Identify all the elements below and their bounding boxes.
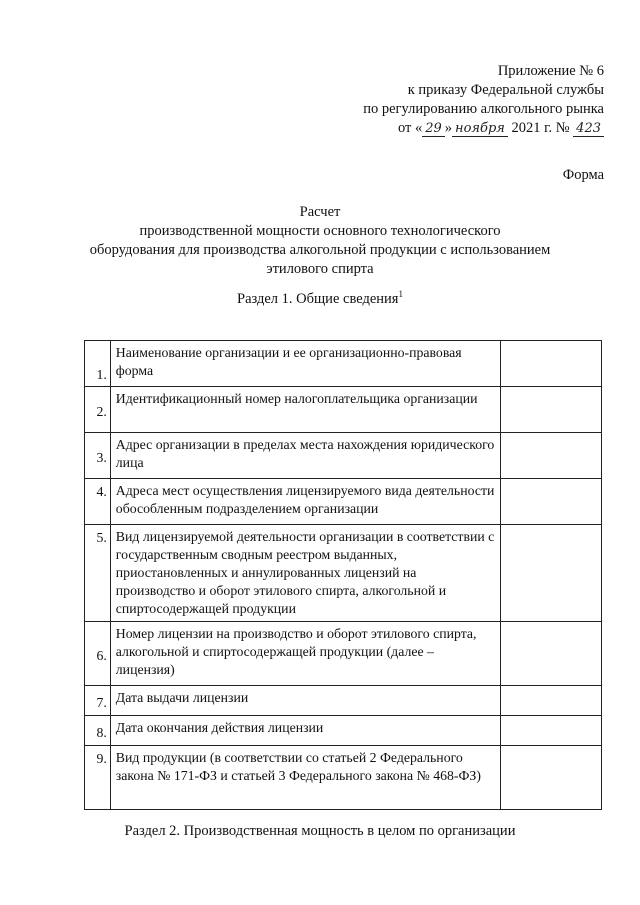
row-value-cell[interactable] — [500, 716, 601, 746]
handwritten-day: 29 — [422, 121, 445, 137]
title-line-1: Расчет — [299, 204, 341, 220]
title-line-4: этилового спирта — [266, 261, 374, 277]
section-2-heading: Раздел 2. Производственная мощность в целом по организации — [124, 823, 516, 839]
row-number: 8. — [85, 716, 111, 746]
row-value-cell[interactable] — [500, 746, 601, 810]
row-label: Наименование организации и ее организационно-правовая форма — [110, 341, 500, 387]
date-prefix: от « — [397, 120, 423, 136]
row-label: Вид лицензируемой деятельности организации в соответствии с государственным сводным реестром выданных, приостановленных и аннулированных лицензий на производство и оборот этилового спирта, алкогольной и спиртосодержащей продукции — [110, 525, 500, 622]
appendix-header — [363, 62, 604, 138]
row-value-cell[interactable] — [500, 433, 601, 479]
row-value-cell[interactable] — [500, 341, 601, 387]
appendix-number: Приложение № 6 — [497, 63, 604, 79]
row-number: 5. — [85, 525, 111, 622]
section-1-text: Раздел 1. Общие сведения — [237, 290, 399, 307]
appendix-order-ref: к приказу Федеральной службы — [407, 82, 604, 98]
table-row — [85, 479, 602, 525]
row-number: 3. — [85, 433, 111, 479]
row-number: 9. — [85, 746, 111, 810]
row-label: Идентификационный номер налогоплательщика организации — [110, 387, 500, 433]
row-label: Дата окончания действия лицензии — [110, 716, 500, 746]
footnote-mark: 1 — [398, 289, 403, 299]
table-row — [85, 622, 602, 686]
appendix-agency: по регулированию алкогольного рынка — [363, 101, 604, 117]
appendix-date-line — [363, 119, 604, 138]
table-row — [85, 686, 602, 716]
date-year: 2021 г. № — [511, 120, 570, 136]
form-label: Форма — [562, 167, 604, 183]
table-row — [85, 716, 602, 746]
general-info-table — [84, 340, 602, 810]
row-label: Дата выдачи лицензии — [110, 686, 500, 716]
row-number: 1. — [85, 341, 111, 387]
row-number: 7. — [85, 686, 111, 716]
table-row — [85, 525, 602, 622]
handwritten-order-number: 423 — [573, 121, 604, 137]
date-mid: » — [444, 120, 453, 136]
row-label: Номер лицензии на производство и оборот этилового спирта, алкогольной и спиртосодержащей продукции (далее – лицензия) — [110, 622, 500, 686]
table-row — [85, 746, 602, 810]
row-value-cell[interactable] — [500, 387, 601, 433]
section-1-heading — [0, 289, 640, 308]
row-value-cell[interactable] — [500, 622, 601, 686]
row-value-cell[interactable] — [500, 525, 601, 622]
row-label: Вид продукции (в соответствии со статьей 2 Федерального закона № 171-ФЗ и статьей 3 Федерального закона № 468-ФЗ) — [110, 746, 500, 810]
table-row — [85, 387, 602, 433]
row-number: 4. — [85, 479, 111, 525]
row-value-cell[interactable] — [500, 479, 601, 525]
title-line-3: оборудования для производства алкогольной продукции с использованием — [89, 242, 551, 258]
title-line-2: производственной мощности основного технологического — [139, 223, 501, 239]
table-row — [85, 433, 602, 479]
row-label: Адреса мест осуществления лицензируемого вида деятельности обособленным подразделением организации — [110, 479, 500, 525]
row-value-cell[interactable] — [500, 686, 601, 716]
handwritten-month: ноября — [452, 121, 508, 137]
table-row — [85, 341, 602, 387]
row-number: 2. — [85, 387, 111, 433]
document-title — [0, 203, 640, 279]
row-label: Адрес организации в пределах места нахождения юридического лица — [110, 433, 500, 479]
row-number: 6. — [85, 622, 111, 686]
